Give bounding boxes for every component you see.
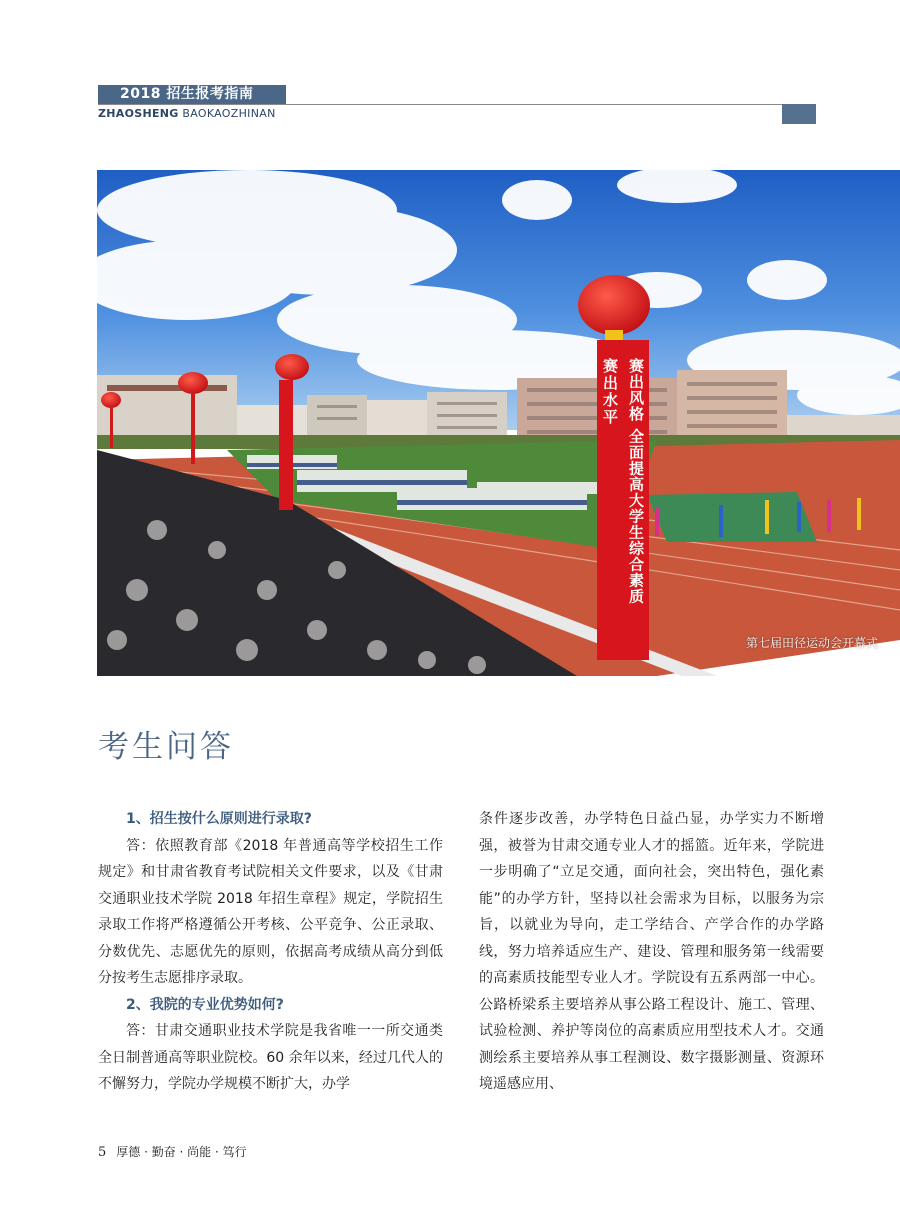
question-2: 2、我院的专业优势如何?: [126, 996, 284, 1013]
header-rule: [98, 104, 782, 105]
banner-text-right: 赛出风格 全面提高大学生综合素质: [627, 358, 645, 605]
school-motto: 厚德 · 勤奋 · 尚能 · 笃行: [116, 1145, 247, 1159]
page-footer: [98, 1144, 247, 1161]
banner-text-left: 赛出水平: [601, 358, 619, 426]
answer-1: 答：依照教育部《2018 年普通高等学校招生工作规定》和甘肃省教育考试院相关文件要求，以及《甘肃交通职业技术学院 2018 年招生章程》规定，学院招生录取工作将严格遵循公开考核、公平竞争、公正录取、分数优先、志愿优先的原则，依据高考成绩从高分到低分按考生志愿排序录取。: [98, 837, 443, 986]
question-1: 1、招生按什么原则进行录取?: [126, 811, 312, 827]
article-column-left: [98, 806, 443, 1098]
page-number: 5: [98, 1145, 107, 1160]
running-header-title: 2018 招生报考指南: [98, 85, 286, 104]
article-column-right: [479, 806, 824, 1098]
sports-meet-photo: [97, 170, 900, 676]
answer-2-continued: 条件逐步改善，办学特色日益凸显，办学实力不断增强，被誉为甘肃交通专业人才的摇篮。近年来，学院进一步明确了“立足交通，面向社会，突出特色，强化素能”的办学方针，坚持以社会需求为目标，以服务为宗旨，以就业为导向，走工学结合、产学合作的办学路线，努力培养适应生产、建设、管理和服务第一线需要的高素质技能型专业人才。学院设有五系两部一中心。公路桥梁系主要培养从事公路工程设计、施工、管理、试验检测、养护等岗位的高素质应用型技术人才。交通测绘系主要培养从事工程测设、数字摄影测量、资源环境遥感应用、: [479, 811, 824, 1092]
photo-caption: 第七届田径运动会开幕式: [745, 636, 878, 650]
running-header-subtitle: [98, 107, 276, 121]
section-title: 考生问答: [98, 729, 234, 765]
subtitle-light: BAOKAOZHINAN: [182, 107, 276, 120]
answer-2: 答：甘肃交通职业技术学院是我省唯一一所交通类全日制普通高等职业院校。60 余年以来，经过几代人的不懈努力，学院办学规模不断扩大，办学: [98, 1023, 443, 1092]
subtitle-bold: ZHAOSHENG: [98, 107, 179, 120]
header-corner-block: [782, 104, 816, 124]
